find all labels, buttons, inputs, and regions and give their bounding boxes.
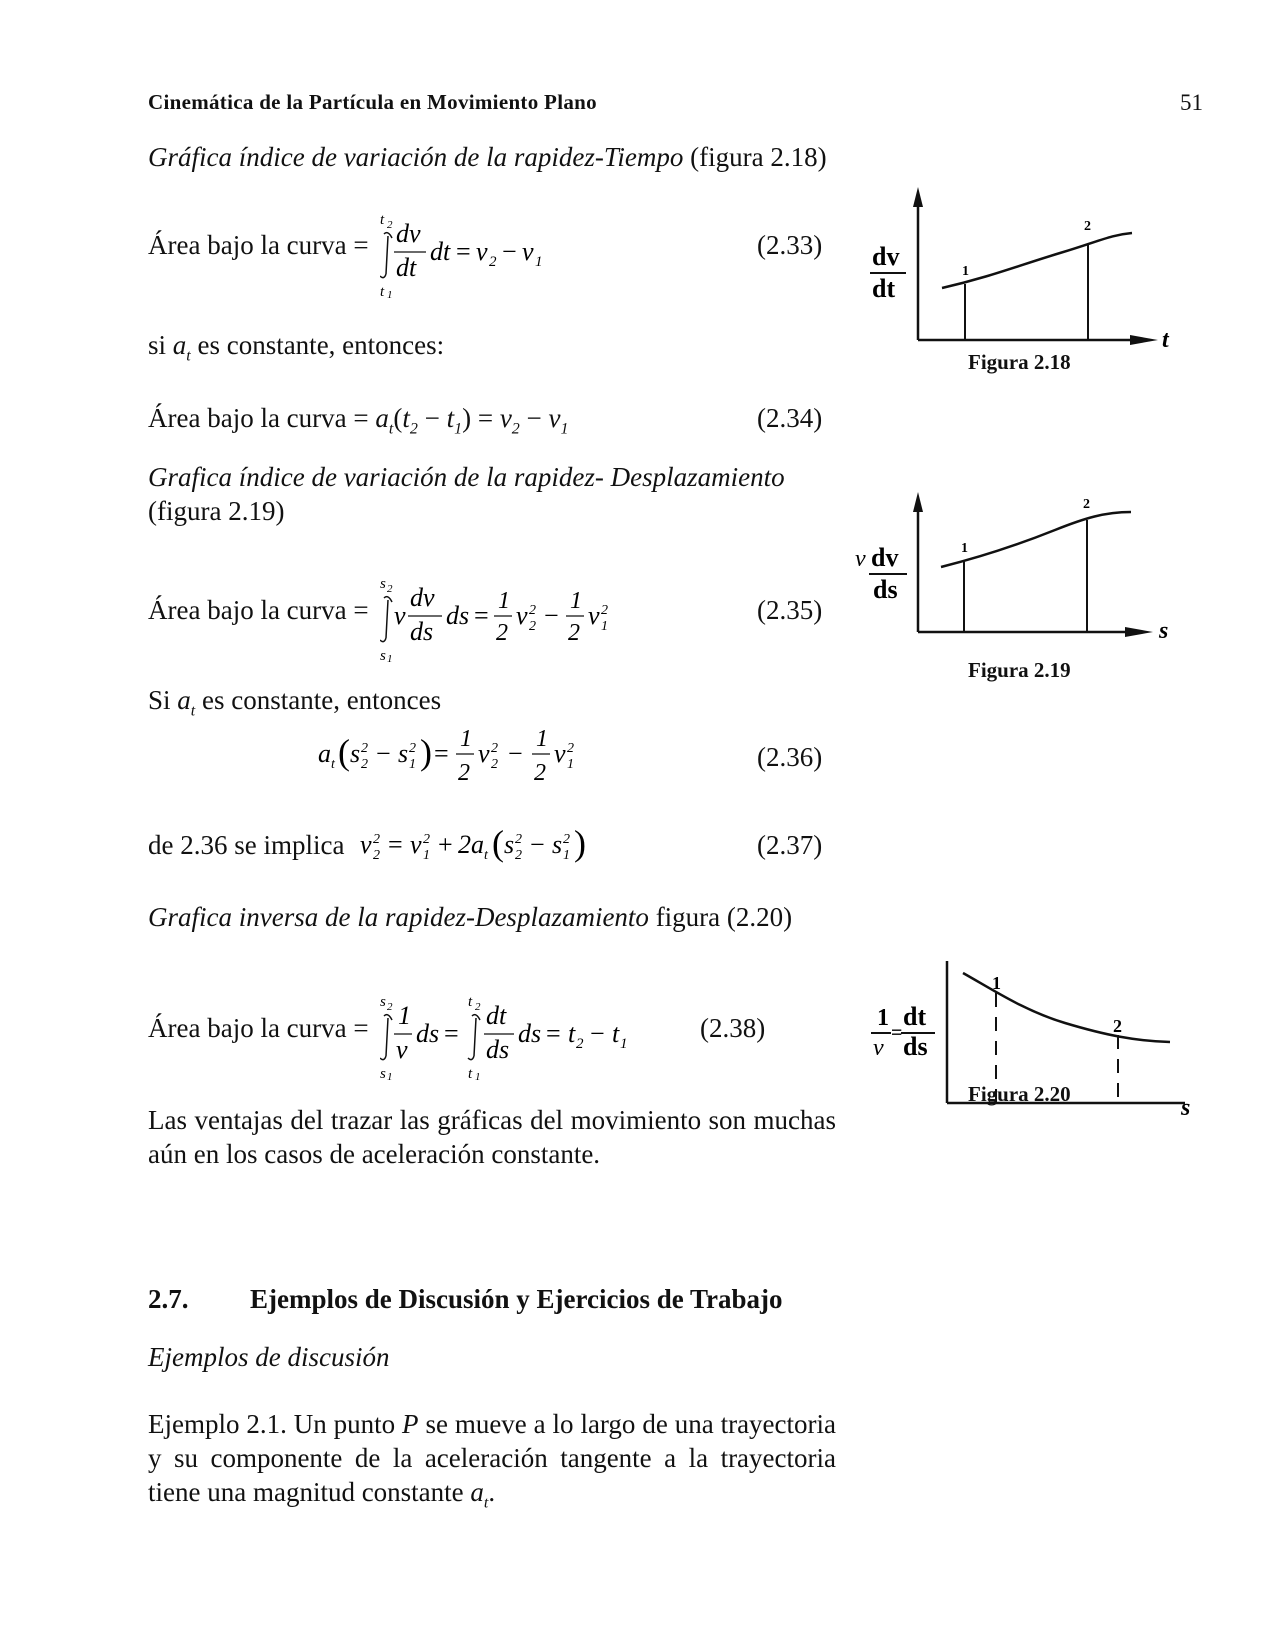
svg-text:1: 1: [423, 848, 430, 863]
svg-text:s: s: [398, 739, 409, 768]
svg-text:2: 2: [475, 1001, 481, 1013]
x-label: s: [1181, 1095, 1191, 1120]
svg-text:t: t: [612, 1019, 620, 1048]
svg-text:2: 2: [568, 620, 580, 646]
svg-text:v: v: [410, 830, 422, 859]
graph-219-title-rest: (figura 2.19): [148, 496, 285, 526]
graph-220-title: [148, 900, 836, 934]
equation-2-33-number: (2.33): [757, 230, 823, 260]
svg-text:ds: ds: [518, 1019, 542, 1048]
graph-220-title-rest: figura (2.20): [648, 902, 793, 932]
svg-text:2: 2: [567, 741, 574, 756]
running-header: Cinemática de la Partícula en Movimiento Plano: [148, 90, 597, 114]
svg-text:1: 1: [620, 1036, 628, 1052]
svg-text:t: t: [468, 1066, 473, 1082]
graph-220-title-italic: Grafica inversa de la rapidez-Desplazamiento: [148, 902, 649, 932]
figure-2-19: [855, 490, 1200, 660]
svg-text:s: s: [380, 648, 386, 664]
equals-sign: =: [891, 1022, 903, 1044]
svg-text:1: 1: [535, 254, 543, 270]
ejemplo-2-1-paragraph: Ejemplo 2.1. Un punto P se mueve a lo largo de una trayectoria y su componente de la aceleración tangente a la trayectoria tiene una magnitud constante $a_t$.: [148, 1409, 836, 1512]
svg-text:1: 1: [567, 757, 574, 772]
ventajas-paragraph: Las ventajas del trazar las gráficas del movimiento son muchas aún en los casos de aceleración constante.: [148, 1105, 836, 1169]
svg-text:s: s: [380, 1066, 386, 1082]
svg-text:−: −: [590, 1019, 605, 1048]
svg-text:1: 1: [387, 289, 393, 298]
svg-text:1: 1: [498, 588, 510, 614]
y-label-bottom: dt: [872, 274, 896, 303]
svg-text:v: v: [360, 830, 372, 859]
point-2-label: 2: [1084, 219, 1091, 234]
equation-2-36-number: (2.36): [757, 742, 823, 772]
svg-text:2: 2: [489, 254, 497, 270]
equation-2-37-number: (2.37): [757, 830, 823, 860]
svg-text:): ): [574, 823, 586, 863]
svg-text:2: 2: [423, 832, 430, 847]
si-at-constante: si $a_t$ es constante, entonces:: [148, 330, 445, 365]
svg-text:2: 2: [361, 741, 368, 756]
svg-text:s: s: [380, 994, 386, 1010]
curve: [942, 233, 1132, 288]
svg-text:(: (: [338, 732, 350, 772]
point-2-label: 2: [1113, 1016, 1122, 1036]
svg-text:t: t: [380, 284, 385, 298]
graph-218-title-rest: (figura 2.18): [683, 142, 827, 172]
equation-2-37-math: [360, 815, 630, 871]
svg-text:1: 1: [409, 757, 416, 772]
svg-text:ds: ds: [416, 1019, 440, 1048]
y-label-bottom: ds: [903, 1032, 928, 1061]
point-2-label: 2: [1083, 497, 1090, 512]
svg-text:=: =: [434, 739, 449, 768]
y-label-prefix: v: [855, 546, 866, 572]
svg-text:2: 2: [373, 832, 380, 847]
equation-2-33: Área bajo la curva =: [148, 230, 369, 260]
section-title: Ejemplos de Discusión y Ejercicios de Trabajo: [250, 1284, 783, 1314]
svg-text:t: t: [380, 212, 385, 228]
graph-218-title: [148, 140, 836, 174]
equation-2-38-math: [380, 990, 660, 1082]
svg-text:1: 1: [563, 848, 570, 863]
si-at-constante-2: Si $a_t$ es constante, entonces: [148, 685, 442, 720]
svg-text:−: −: [530, 830, 545, 859]
svg-text:+: +: [438, 830, 453, 859]
svg-text:dt: dt: [396, 253, 417, 282]
svg-text:dt: dt: [430, 237, 451, 266]
point-1-label: 1: [992, 973, 1001, 993]
svg-text:2: 2: [491, 757, 498, 772]
equation-2-35-math: [380, 572, 660, 664]
y-label-left-bottom: v: [873, 1035, 884, 1061]
svg-text:ds: ds: [410, 617, 434, 646]
curve: [941, 512, 1131, 567]
svg-text:−: −: [508, 739, 523, 768]
svg-text:t: t: [568, 1019, 576, 1048]
y-axis-arrow: [913, 187, 923, 207]
svg-text:1: 1: [475, 1071, 481, 1082]
svg-text:): ): [420, 732, 432, 772]
svg-text:−: −: [376, 739, 391, 768]
svg-text:t: t: [484, 848, 488, 863]
equation-2-37-text: de 2.36 se implica: [148, 830, 345, 860]
svg-text:1: 1: [387, 1071, 393, 1082]
section-heading: [148, 1284, 783, 1315]
graph-219-title: [148, 460, 836, 528]
svg-text:2: 2: [361, 757, 368, 772]
figure-2-18-caption: Figura 2.18: [968, 350, 1071, 374]
page-number: 51: [1180, 90, 1203, 115]
equation-2-33-math: [380, 208, 580, 298]
svg-text:dt: dt: [486, 1001, 507, 1030]
equation-2-38: Área bajo la curva =: [148, 1013, 369, 1043]
svg-text:2: 2: [387, 583, 393, 595]
svg-text:a: a: [318, 739, 331, 768]
svg-text:s: s: [552, 830, 563, 859]
svg-text:=: =: [444, 1019, 459, 1048]
x-label: t: [1162, 327, 1169, 353]
svg-text:=: =: [474, 601, 489, 630]
ejemplos-heading: Ejemplos de discusión: [148, 1342, 390, 1372]
y-label-top: dv: [871, 543, 899, 572]
svg-text:v: v: [516, 601, 528, 630]
svg-text:2: 2: [529, 619, 536, 634]
svg-text:2: 2: [491, 741, 498, 756]
x-axis-arrow: [1130, 335, 1158, 345]
svg-text:1: 1: [398, 1001, 411, 1030]
svg-text:=: =: [456, 237, 471, 266]
y-label-top: dt: [903, 1002, 927, 1031]
svg-text:dv: dv: [410, 583, 435, 612]
svg-text:2: 2: [529, 603, 536, 618]
svg-text:=: =: [546, 1019, 561, 1048]
svg-text:2: 2: [387, 1001, 393, 1013]
area-label: Área bajo la curva: [148, 230, 347, 260]
svg-text:−: −: [544, 601, 559, 630]
svg-text:2: 2: [373, 848, 380, 863]
svg-text:ds: ds: [446, 601, 470, 630]
graph-219-title-italic: Grafica índice de variación de la rapidez- Desplazamiento: [148, 462, 785, 492]
x-label: s: [1159, 618, 1169, 644]
svg-text:2: 2: [409, 741, 416, 756]
svg-text:2: 2: [496, 620, 508, 646]
svg-text:2: 2: [515, 848, 522, 863]
svg-text:2: 2: [563, 832, 570, 847]
graph-218-title-italic: Gráfica índice de variación de la rapidez-Tiempo: [148, 142, 684, 172]
point-1-label: 1: [961, 541, 968, 556]
svg-text:s: s: [504, 830, 515, 859]
svg-text:v: v: [554, 739, 566, 768]
svg-text:v: v: [396, 1035, 408, 1064]
equation-2-34: Área bajo la curva = $a_t(t_2 - t_1) = v_2 - v_1$: [148, 403, 569, 438]
svg-text:dv: dv: [396, 219, 421, 248]
svg-text:2a: 2a: [458, 830, 484, 859]
svg-text:v: v: [394, 601, 406, 630]
svg-text:1: 1: [601, 619, 608, 634]
svg-text:v: v: [588, 601, 600, 630]
y-label-top: dv: [872, 242, 900, 271]
svg-text:ds: ds: [486, 1035, 510, 1064]
svg-text:2: 2: [458, 760, 470, 786]
section-number: 2.7.: [148, 1284, 189, 1314]
x-axis-arrow: [1125, 627, 1153, 637]
y-axis-arrow: [913, 492, 923, 512]
svg-text:1: 1: [460, 726, 472, 752]
figure-2-20-caption: Figura 2.20: [968, 1082, 1071, 1106]
y-label-bottom: ds: [873, 575, 898, 604]
svg-text:2: 2: [576, 1036, 584, 1052]
equation-2-38-number: (2.38): [700, 1013, 766, 1043]
svg-text:v: v: [478, 739, 490, 768]
svg-text:t: t: [331, 757, 335, 772]
svg-text:s: s: [380, 576, 386, 592]
svg-text:s: s: [350, 739, 361, 768]
equation-2-34-number: (2.34): [757, 403, 823, 433]
figure-2-19-caption: Figura 2.19: [968, 658, 1071, 682]
svg-text:1: 1: [387, 653, 393, 664]
svg-text:v: v: [476, 237, 488, 266]
equation-2-35-number: (2.35): [757, 595, 823, 625]
svg-text:=: =: [388, 830, 403, 859]
svg-text:1: 1: [570, 588, 582, 614]
svg-text:2: 2: [534, 760, 546, 786]
svg-text:1: 1: [536, 726, 548, 752]
point-1-label: 1: [962, 264, 969, 279]
equation-2-35: Área bajo la curva =: [148, 595, 369, 625]
equation-2-36-math: [318, 720, 618, 802]
svg-text:2: 2: [387, 219, 393, 231]
svg-text:t: t: [468, 994, 473, 1010]
svg-text:v: v: [522, 237, 534, 266]
svg-text:−: −: [502, 237, 517, 266]
y-label-left-top: 1: [877, 1005, 889, 1031]
svg-text:2: 2: [515, 832, 522, 847]
svg-text:(: (: [492, 823, 504, 863]
figure-2-18: [860, 185, 1200, 355]
svg-text:2: 2: [601, 603, 608, 618]
